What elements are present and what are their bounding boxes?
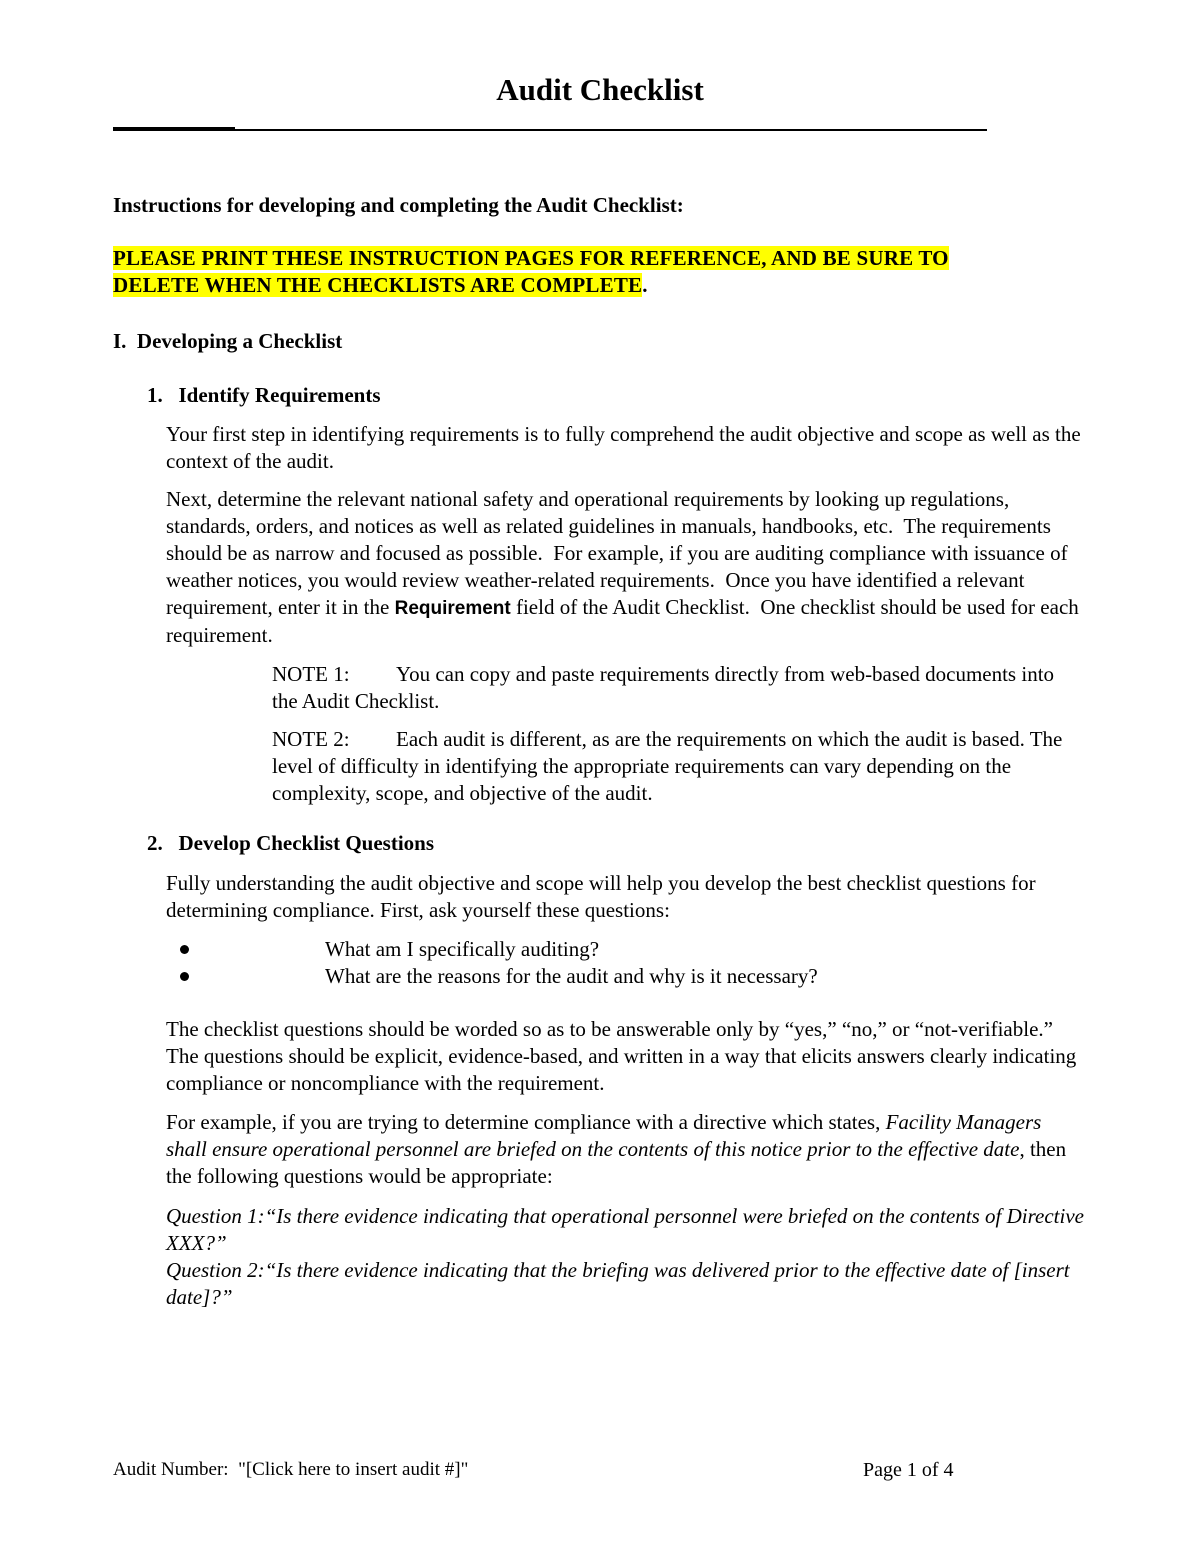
requirement-field-name: Requirement bbox=[394, 598, 511, 619]
develop-paragraph-3-text: For example, if you are trying to determine compliance with a directive which states, bbox=[166, 1110, 886, 1134]
note-1-text: You can copy and paste requirements directly from web-based documents into the Audit Checklist. bbox=[272, 662, 1055, 713]
note-1-label: NOTE 1: bbox=[272, 662, 350, 686]
subsection-heading-1: 1. Identify Requirements bbox=[147, 383, 381, 407]
note-1 bbox=[272, 661, 1072, 715]
warning-notice bbox=[113, 245, 1113, 299]
note-2-label: NOTE 2: bbox=[272, 727, 350, 751]
footer-audit-number bbox=[113, 1458, 468, 1482]
identify-paragraph-1: Your first step in identifying requirements is to fully comprehend the audit objective and scope as well as the context of the audit. bbox=[166, 422, 1081, 473]
section-heading: I. Developing a Checklist bbox=[113, 329, 343, 353]
identify-paragraph-2-text: Next, determine the relevant national safety and operational requirements by looking up regulations, standards, orders, and notices as well as related guidelines in manuals, handbooks, etc. The requirements should be as narrow and focused as possible. For example, if you are auditing compliance with issuance of weather notices, you would review weather-related requirements. Once you have identified a relevant requirement, enter it in the bbox=[166, 487, 1073, 619]
identify-paragraph-2-end: field of the Audit Checklist. One checklist should be used for each requirement. bbox=[166, 595, 1085, 647]
bullet-text: What am I specifically auditing? bbox=[325, 937, 600, 961]
audit-number-field[interactable]: "[Click here to insert audit #]" bbox=[238, 1459, 469, 1480]
note-2-text: Each audit is different, as are the requirements on which the audit is based. The level of difficulty in identifying the appropriate requirements can vary depending on the complexity, scope, and objective of the audit. bbox=[272, 727, 1063, 805]
example-question-1: Question 1:“Is there evidence indicating that operational personnel were briefed on the contents of Directive XXX?” bbox=[166, 1204, 1084, 1255]
title-rule-thick bbox=[113, 127, 235, 131]
bullet-icon bbox=[180, 972, 189, 981]
example-question-2: Question 2:“Is there evidence indicating that the briefing was delivered prior to the effective date of [insert date]?” bbox=[166, 1258, 1070, 1309]
warning-line-1: PLEASE PRINT THESE INSTRUCTION PAGES FOR REFERENCE, AND BE SURE TO bbox=[113, 246, 949, 270]
example-questions bbox=[166, 1203, 1096, 1311]
warning-line-2: DELETE WHEN THE CHECKLISTS ARE COMPLETE bbox=[113, 273, 643, 297]
develop-paragraph-3-end: , then the following questions would be appropriate: bbox=[166, 1137, 1067, 1188]
bullet-text: What are the reasons for the audit and why is it necessary? bbox=[325, 964, 818, 988]
warning-period: . bbox=[642, 273, 648, 297]
develop-paragraph-2: The checklist questions should be worded so as to be answerable only by “yes,” “no,” or “not-verifiable.” The questions should be explicit, evidence-based, and written in a way that elicits answers clearly indicating compliance or noncompliance with the requirement. bbox=[166, 1017, 1082, 1095]
subsection-heading-2: 2. Develop Checklist Questions bbox=[147, 831, 435, 855]
bullet-icon bbox=[180, 945, 189, 954]
identify-paragraph-2 bbox=[166, 486, 1096, 649]
develop-paragraph-3 bbox=[166, 1109, 1086, 1190]
directive-quote: Facility Managers shall ensure operational personnel are briefed on the contents of this notice prior to the effective date bbox=[166, 1110, 1042, 1161]
note-2 bbox=[272, 726, 1072, 807]
page-number: Page 1 of 4 bbox=[863, 1459, 954, 1481]
develop-paragraph-1: Fully understanding the audit objective and scope will help you develop the best checklist questions for determining compliance. First, ask yourself these questions: bbox=[166, 871, 1036, 922]
audit-number-label: Audit Number: bbox=[113, 1459, 229, 1480]
page-title: Audit Checklist bbox=[496, 72, 704, 107]
title-rule-thin bbox=[235, 129, 987, 131]
instructions-heading: Instructions for developing and completing the Audit Checklist: bbox=[113, 193, 684, 217]
